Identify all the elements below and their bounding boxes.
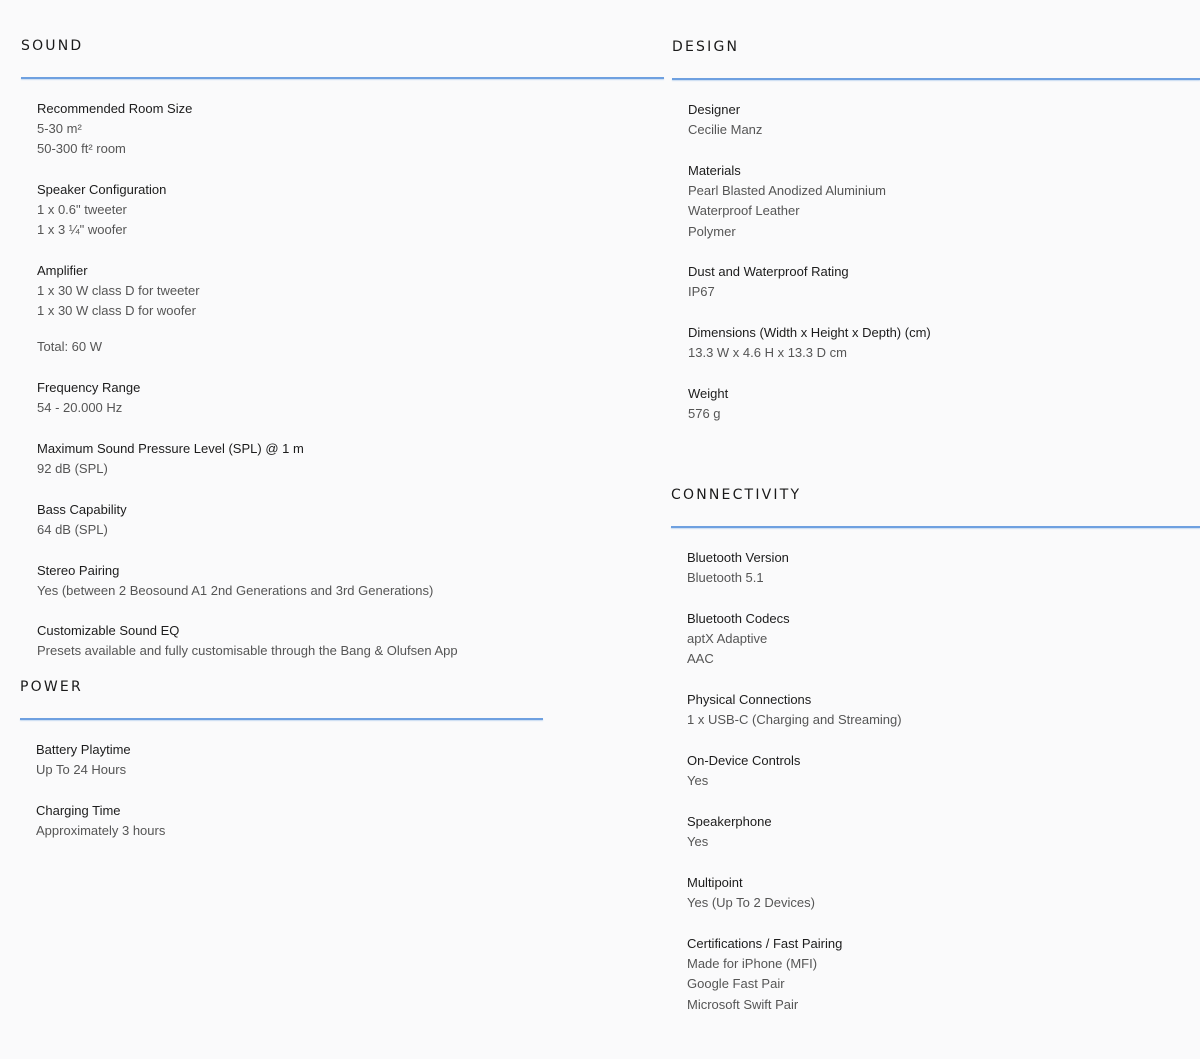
spec-label: Dimensions (Width x Height x Depth) (cm): [688, 325, 931, 340]
spec-value: Bluetooth 5.1: [687, 570, 764, 585]
spec-value: 1 x USB-C (Charging and Streaming): [687, 712, 902, 727]
spec-item: [688, 100, 762, 140]
spec-label: Designer: [688, 102, 741, 117]
spec-value: 1 x 30 W class D for tweeter: [37, 283, 200, 298]
spec-item: [37, 99, 192, 160]
spec-item: [687, 751, 800, 791]
spec-label: Bluetooth Codecs: [687, 611, 790, 626]
spec-value: 13.3 W x 4.6 H x 13.3 D cm: [688, 345, 847, 360]
spec-item: [37, 180, 166, 241]
spec-label: Bluetooth Version: [687, 550, 789, 565]
spec-item: [688, 323, 931, 363]
spec-value: 92 dB (SPL): [37, 461, 108, 476]
spec-value: 1 x 0.6" tweeter: [37, 202, 127, 217]
spec-label: Customizable Sound EQ: [37, 623, 180, 638]
spec-value: Up To 24 Hours: [36, 762, 127, 777]
power-section-title: POWER: [20, 679, 83, 695]
spec-label: Charging Time: [36, 803, 121, 818]
spec-item: [687, 934, 842, 1015]
spec-item: [687, 609, 790, 670]
spec-value: Yes: [687, 834, 709, 849]
spec-label: Speaker Configuration: [37, 182, 167, 197]
sound-section: [21, 38, 83, 54]
spec-value: 64 dB (SPL): [37, 522, 108, 537]
spec-value: Waterproof Leather: [688, 203, 800, 219]
spec-value: Yes (between 2 Beosound A1 2nd Generations and 3rd Generations): [37, 583, 434, 598]
spec-label: Dust and Waterproof Rating: [688, 264, 849, 279]
spec-label: On-Device Controls: [687, 753, 801, 768]
sound-section-title: SOUND: [21, 38, 84, 54]
spec-value: Approximately 3 hours: [36, 823, 166, 838]
connectivity-section-divider: [671, 526, 1200, 528]
power-section: [20, 679, 83, 695]
spec-label: Multipoint: [687, 875, 743, 890]
spec-item: [36, 801, 165, 841]
spec-item: [37, 439, 304, 479]
spec-value: IP67: [688, 284, 715, 299]
spec-label: Battery Playtime: [36, 742, 131, 757]
power-section-divider: [20, 718, 543, 720]
spec-item: [687, 873, 815, 913]
spec-item: [688, 161, 886, 242]
spec-value: Pearl Blasted Anodized Aluminium: [688, 183, 887, 198]
connectivity-section: [671, 487, 801, 503]
design-section-title: DESIGN: [672, 39, 740, 55]
connectivity-section-title: CONNECTIVITY: [671, 487, 802, 503]
spec-label: Materials: [688, 163, 741, 178]
spec-value: Made for iPhone (MFI): [687, 956, 818, 971]
spec-item: [37, 621, 458, 661]
spec-item: [37, 378, 140, 418]
spec-item: [688, 262, 849, 302]
spec-label: Maximum Sound Pressure Level (SPL) @ 1 m: [37, 441, 304, 456]
spec-value: 576 g: [688, 406, 721, 421]
spec-value: Presets available and fully customisable through the Bang & Olufsen App: [37, 643, 458, 658]
spec-value: 54 - 20.000 Hz: [37, 400, 123, 415]
spec-item: [687, 548, 789, 588]
spec-label: Frequency Range: [37, 380, 141, 395]
spec-label: Speakerphone: [687, 814, 772, 829]
spec-value: 5-30 m²: [37, 121, 82, 136]
spec-item: [687, 690, 902, 730]
spec-value: Yes (Up To 2 Devices): [687, 895, 815, 910]
design-section: [672, 39, 739, 55]
spec-label: Stereo Pairing: [37, 563, 120, 578]
spec-value: Microsoft Swift Pair: [687, 996, 799, 1012]
sound-section-divider: [21, 77, 664, 79]
spec-item: [37, 261, 200, 357]
spec-item: [36, 740, 131, 780]
spec-value: AAC: [687, 651, 714, 667]
spec-label: Amplifier: [37, 263, 88, 278]
spec-label: Physical Connections: [687, 692, 812, 707]
spec-label: Weight: [688, 386, 729, 401]
spec-value: Cecilie Manz: [688, 122, 763, 137]
spec-item: [688, 384, 728, 424]
spec-label: Bass Capability: [37, 502, 127, 517]
spec-label: Recommended Room Size: [37, 101, 193, 116]
spec-value: Google Fast Pair: [687, 976, 785, 992]
design-section-divider: [672, 78, 1200, 80]
spec-value: 1 x 3 ¼" woofer: [37, 222, 127, 238]
spec-note: Total: 60 W: [37, 338, 103, 354]
spec-label: Certifications / Fast Pairing: [687, 936, 843, 951]
spec-item: [37, 500, 127, 540]
spec-item: [687, 812, 772, 852]
spec-value: 50-300 ft² room: [37, 141, 126, 157]
spec-value: 1 x 30 W class D for woofer: [37, 303, 196, 319]
spec-value: Yes: [687, 773, 709, 788]
spec-value: Polymer: [688, 223, 736, 239]
spec-value: aptX Adaptive: [687, 631, 768, 646]
spec-item: [37, 561, 433, 601]
